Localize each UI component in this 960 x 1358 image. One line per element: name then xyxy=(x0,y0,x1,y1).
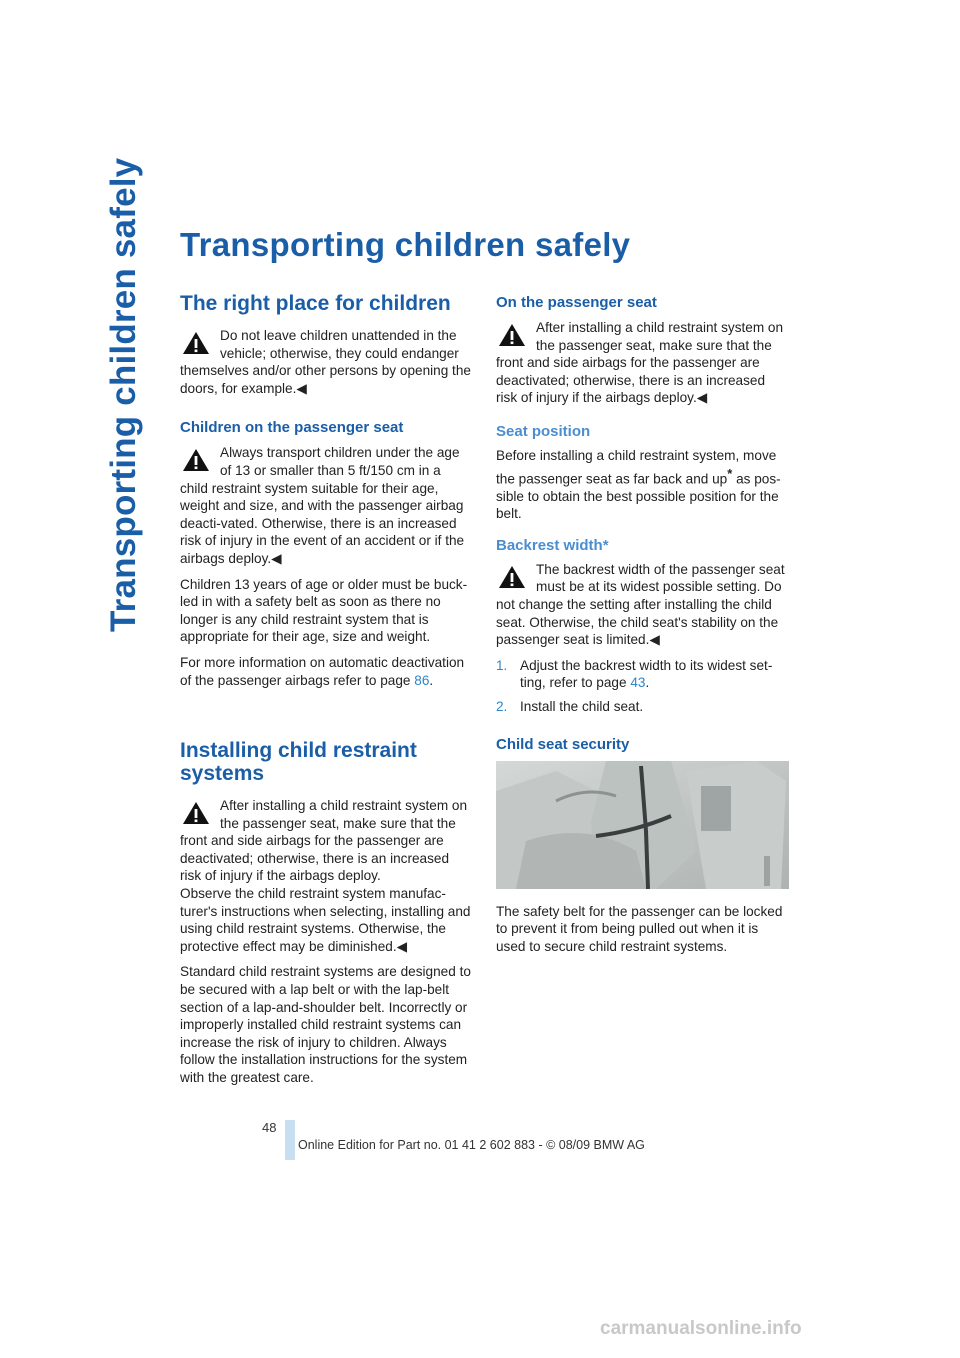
paragraph-manufacturer: Observe the child restraint system manufac-turer's instructions when selecting, installing and using child restraint systems. Otherwise, the protective effect may be diminished.◀ xyxy=(180,886,471,954)
page-link-43[interactable]: 43 xyxy=(630,675,646,691)
warning-passenger-airbag xyxy=(496,319,788,407)
warning-passenger-airbag-text: After installing a child restraint system on the passenger seat, make sure that the front and side airbags for the passenger are deactivated; otherwise, there is an increased risk of injury if the airbags deploy.◀ xyxy=(496,320,784,406)
warning-triangle-icon xyxy=(180,446,212,474)
step-number: 1. xyxy=(496,657,508,673)
step-text-end: . xyxy=(645,675,650,691)
paragraph-belt-lock: The safety belt for the passenger can be locked to prevent it from being pulled out when it is used to secure child restraint systems. xyxy=(496,903,783,954)
warning-triangle-icon xyxy=(496,321,528,349)
list-item xyxy=(496,698,788,716)
page-title: Transporting children safely xyxy=(180,226,631,263)
step-number: 2. xyxy=(496,699,508,715)
heading-backrest-width: Backrest width* xyxy=(496,536,609,554)
heading-on-passenger-seat: On the passenger seat xyxy=(496,294,657,311)
warning-triangle-icon xyxy=(180,329,212,357)
warning-backrest-text: The backrest width of the passenger seat must be at its widest possible setting. Do not change the setting after installing the child seat. Otherwise, the child seat's stability on the passenger seat is limited.◀ xyxy=(496,561,785,648)
watermark: carmanualsonline.info xyxy=(600,1318,802,1339)
step-text: Adjust the backrest width to its widest set-ting, refer to page xyxy=(520,657,773,691)
left-column xyxy=(180,292,472,1095)
paragraph-older-children: Children 13 years of age or older must be buck-led in with a safety belt as soon as there no longer is any child restraint system that is appropriate for their age, size and weight. xyxy=(180,576,468,645)
warning-unattended-text: Do not leave children unattended in the vehicle; otherwise, they could endanger themselves and/or other persons by opening the doors, for example.◀ xyxy=(180,328,471,396)
warning-installing xyxy=(180,797,472,885)
heading-passenger-seat: Children on the passenger seat xyxy=(180,419,404,437)
warning-triangle-icon xyxy=(180,799,212,827)
page-number: 48 xyxy=(262,1120,277,1135)
more-info-end: . xyxy=(429,672,434,688)
warning-backrest xyxy=(496,561,788,649)
step-text: Install the child seat. xyxy=(520,699,644,715)
asterisk: * xyxy=(727,465,733,481)
warning-age xyxy=(180,444,472,567)
right-column xyxy=(496,292,788,963)
warning-age-text: Always transport children under the age of 13 or smaller than 5 ft/150 cm in a child restraint system suitable for their age, weight and size, and with the passenger airbag deacti-vated. Otherwise, there is an increased risk of injury in the event of an accident or if the airbags deploy.◀ xyxy=(180,445,465,566)
warning-triangle-icon xyxy=(496,563,528,591)
heading-seat-position: Seat position xyxy=(496,422,591,440)
steps-list xyxy=(496,657,788,716)
list-item xyxy=(496,657,788,692)
more-info-text: For more information on automatic deactivation of the passenger airbags refer to page xyxy=(180,654,465,688)
seat-position-text: Before installing a child restraint system, move the passenger seat as far back and up xyxy=(496,447,777,487)
footer-bar xyxy=(285,1120,295,1160)
side-tab xyxy=(96,157,156,650)
heading-right-place: The right place for children xyxy=(180,292,451,315)
footer-text: Online Edition for Part no. 01 41 2 602 883 - © 08/09 BMW AG xyxy=(298,1138,645,1152)
warning-unattended xyxy=(180,327,472,397)
paragraph-standard-systems: Standard child restraint systems are designed to be secured with a lap belt or with the lap-belt section of a lap-and-shoulder belt. Incorrectly or improperly installed child restraint systems can increase the risk of injury to children. Always follow the installation instructions for the system with the greatest care. xyxy=(180,964,471,1085)
paragraph-more-info xyxy=(180,654,472,689)
paragraph-seat-position xyxy=(496,447,788,523)
seat-position-text-end: as pos-sible to obtain the best possible position for the belt. xyxy=(496,471,781,522)
warning-installing-text: After installing a child restraint system on the passenger seat, make sure that the front and side airbags for the passenger are deactivated; otherwise, there is an increased risk of injury if the airbags deploy. xyxy=(180,798,468,884)
heading-child-seat-security: Child seat security xyxy=(496,735,630,753)
page-link-86[interactable]: 86 xyxy=(414,672,430,688)
side-tab-label: Transporting children safely xyxy=(104,157,143,632)
child-seat-photo xyxy=(496,761,789,889)
heading-installing: Installing child restraint systems xyxy=(180,739,417,786)
